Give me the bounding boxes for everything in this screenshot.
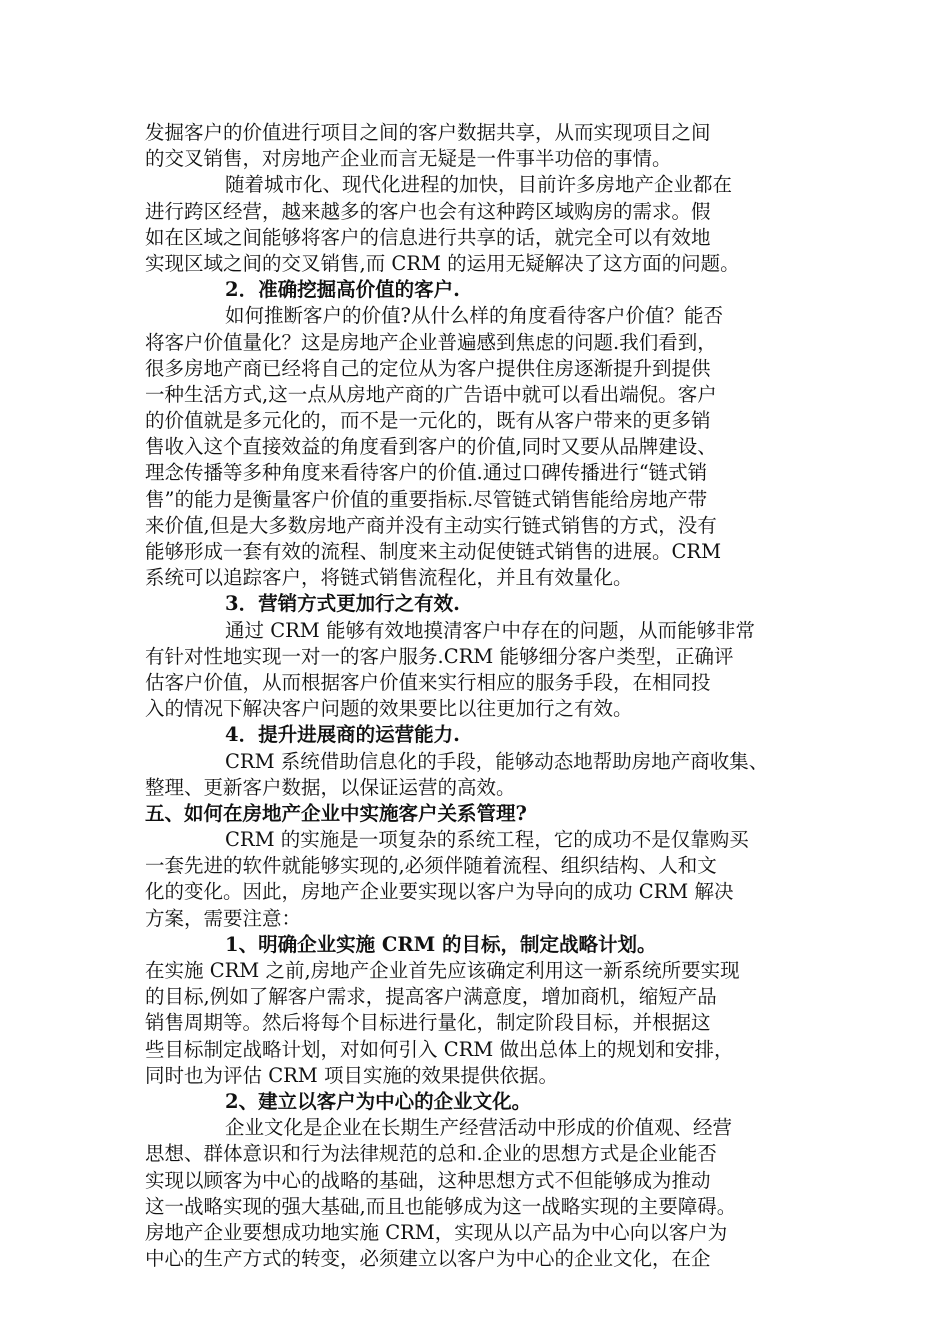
text-line: 如何推断客户的价值?从什么样的角度看待客户价值？能否	[225, 304, 723, 328]
text-line: 理念传播等多种角度来看待客户的价值.通过口碑传播进行“链式销	[145, 461, 708, 485]
text-line: 随着城市化、现代化进程的加快，目前许多房地产企业都在	[225, 173, 733, 197]
text-line: 方案，需要注意：	[145, 906, 302, 930]
section-heading: 五、如何在房地产企业中实施客户关系管理?	[145, 801, 527, 825]
text-line: 实现区域之间的交叉销售,而 CRM 的运用无疑解决了这方面的问题。	[145, 251, 740, 275]
text-line: 如在区域之间能够将客户的信息进行共享的话，就完全可以有效地	[145, 225, 711, 249]
text-line: 企业文化是企业在长期生产经营活动中形成的价值观、经营	[225, 1116, 733, 1140]
text-line: 来价值,但是大多数房地产商并没有主动实行链式销售的方式，没有	[145, 513, 717, 537]
text-line: 同时也为评估 CRM 项目实施的效果提供依据。	[145, 1063, 558, 1087]
text-line: 这一战略实现的强大基础,而且也能够成为这一战略实现的主要障碍。	[145, 1194, 737, 1218]
text-line: 将客户价值量化？这是房地产企业普遍感到焦虑的问题.我们看到，	[145, 330, 717, 354]
text-line: 有针对性地实现一对一的客户服务.CRM 能够细分客户类型，正确评	[145, 644, 734, 668]
text-line: 一套先进的软件就能够实现的,必须伴随着流程、组织结构、人和文	[145, 854, 717, 878]
text-line: 售”的能力是衡量客户价值的重要指标.尽管链式销售能给房地产带	[145, 487, 708, 511]
document-page	[145, 120, 825, 1272]
text-line: 系统可以追踪客户，将链式销售流程化，并且有效量化。	[145, 566, 633, 590]
text-line: 的价值就是多元化的，而不是一元化的，既有从客户带来的更多销	[145, 409, 711, 433]
text-line: 化的变化。因此，房地产企业要实现以客户为导向的成功 CRM 解决	[145, 880, 734, 904]
text-line: 在实施 CRM 之前,房地产企业首先应该确定利用这一新系统所要实现	[145, 959, 740, 982]
section-heading: 4．提升进展商的运营能力.	[225, 723, 460, 747]
text-line: CRM 的实施是一项复杂的系统工程，它的成功不是仅靠购买	[225, 828, 749, 852]
text-line: 些目标制定战略计划，对如何引入 CRM 做出总体上的规划和安排，	[145, 1037, 734, 1061]
section-heading: 2．准确挖掘高价值的客户.	[225, 278, 460, 302]
section-heading: 3．营销方式更加行之有效.	[225, 592, 460, 616]
text-line: 很多房地产商已经将自己的定位从为客户提供住房逐渐提升到提供	[145, 356, 711, 380]
text-line: 实现以顾客为中心的战略的基础，这种思想方式不但能够成为推动	[145, 1168, 711, 1192]
text-line: 能够形成一套有效的流程、制度来主动促使链式销售的进展。CRM	[145, 540, 722, 563]
text-line: 进行跨区经营，越来越多的客户也会有这种跨区域购房的需求。假	[145, 199, 711, 223]
text-line: CRM 系统借助信息化的手段，能够动态地帮助房地产商收集、	[225, 749, 769, 773]
text-line: 入的情况下解决客户问题的效果要比以往更加行之有效。	[145, 697, 633, 721]
text-line: 中心的生产方式的转变，必须建立以客户为中心的企业文化，在企	[145, 1247, 711, 1271]
text-line: 的目标,例如了解客户需求，提高客户满意度，增加商机，缩短产品	[145, 985, 717, 1009]
text-line: 估客户价值，从而根据客户价值来实行相应的服务手段，在相同投	[145, 670, 711, 694]
section-heading: 2、建立以客户为中心的企业文化。	[225, 1089, 532, 1113]
text-line: 整理、更新客户数据，以保证运营的高效。	[145, 775, 516, 799]
section-heading: 1、明确企业实施 CRM 的目标，制定战略计划。	[225, 932, 657, 956]
text-line: 售收入这个直接效益的角度看到客户的价值,同时又要从品牌建设、	[145, 435, 717, 459]
text-line: 的交叉销售，对房地产企业而言无疑是一件事半功倍的事情。	[145, 147, 672, 171]
text-line: 发掘客户的价值进行项目之间的客户数据共享，从而实现项目之间	[145, 121, 711, 144]
text-line: 房地产企业要想成功地实施 CRM，实现从以产品为中心向以客户为	[145, 1220, 728, 1244]
text-line: 一种生活方式,这一点从房地产商的广告语中就可以看出端倪。客户	[145, 382, 717, 406]
text-line: 销售周期等。然后将每个目标进行量化，制定阶段目标，并根据这	[145, 1011, 711, 1035]
text-line: 通过 CRM 能够有效地摸清客户中存在的问题，从而能够非常	[225, 618, 755, 642]
text-line: 思想、群体意识和行为法律规范的总和.企业的思想方式是企业能否	[145, 1142, 717, 1166]
